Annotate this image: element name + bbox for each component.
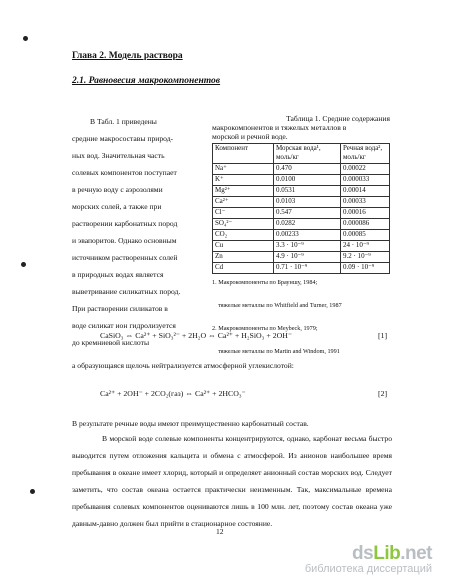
text-line: в природных водах является — [72, 270, 164, 279]
table-row — [213, 219, 390, 230]
text-line: При растворении силикатов в — [72, 304, 168, 313]
header-component: Компонент — [213, 144, 274, 164]
text-line: выветривание силикатных пород. — [72, 287, 181, 296]
cell-river: 0.00014 — [341, 186, 390, 197]
composition-table — [212, 143, 390, 274]
cell-river: 0.09 · 10⁻⁹ — [341, 263, 390, 274]
header-river: Речная вода², моль/кг — [341, 144, 390, 164]
cell-component: Cd — [213, 263, 274, 274]
cell-sea: 0.470 — [274, 164, 341, 175]
cell-sea: 0.547 — [274, 208, 341, 219]
margin-dot — [21, 262, 26, 267]
cell-component: Cu — [213, 241, 274, 252]
table-caption — [212, 114, 390, 141]
cell-component: Ca²⁺ — [213, 197, 274, 208]
cell-sea: 0.0103 — [274, 197, 341, 208]
table-row — [213, 164, 390, 175]
text-line: воде силикат ион гидролизуется — [72, 321, 176, 330]
cell-river: 0.00022 — [341, 164, 390, 175]
cell-component: Na⁺ — [213, 164, 274, 175]
table-row — [213, 175, 390, 186]
cell-component: Mg²⁺ — [213, 186, 274, 197]
cell-sea: 4.9 · 10⁻⁹ — [274, 252, 341, 263]
cell-sea: 0.0282 — [274, 219, 341, 230]
text-between-equations: а образующаяся щелочь нейтрализуется атмосферной углекислотой: — [72, 361, 294, 370]
cell-river: 0.000033 — [341, 175, 390, 186]
cell-sea: 0.71 · 10⁻⁹ — [274, 263, 341, 274]
table-notes — [212, 264, 402, 363]
cell-component: K⁺ — [213, 175, 274, 186]
cell-river: 0.00033 — [341, 197, 390, 208]
text-line: в речную воду с аэрозолями — [72, 185, 163, 194]
watermark-brand-ds: ds — [352, 543, 374, 564]
caption-line: морской и речной воде. — [212, 132, 288, 141]
table-row — [213, 252, 390, 263]
text-line: источником растворенных солей — [72, 253, 178, 262]
note-line: 1. Макрокомпоненты по Брауншу, 1984; — [212, 279, 318, 287]
text-line: и эвапоритов. Однако основным — [72, 236, 177, 245]
text-line: В Табл. 1 приведены — [90, 117, 157, 126]
note-line: тяжелые металлы по Martin and Windom, 1991 — [212, 347, 340, 355]
table-row — [213, 186, 390, 197]
cell-component: Zn — [213, 252, 274, 263]
chapter-title: Глава 2. Модель раствора — [72, 51, 183, 61]
equation-2-number: [2] — [378, 389, 388, 398]
cell-river: 24 · 10⁻⁹ — [341, 241, 390, 252]
cell-component: Cl⁻ — [213, 208, 274, 219]
text-line: до кремниевой кислоты — [72, 338, 150, 347]
cell-sea: 0.00233 — [274, 230, 341, 241]
cell-component: SO₄²⁻ — [213, 219, 274, 230]
note-line: 2. Макрокомпоненты по Meybeck, 1979; — [212, 324, 318, 332]
cell-river: 0.00016 — [341, 208, 390, 219]
watermark-brand-lib: Lib — [373, 543, 401, 564]
table-row — [213, 197, 390, 208]
result-line: В результате речные воды имеют преимущественно карбонатный состав. — [72, 419, 309, 428]
cell-sea: 0.0531 — [274, 186, 341, 197]
margin-dot — [23, 36, 28, 41]
watermark-brand-net: .net — [400, 543, 432, 564]
cell-river: 9.2 · 10⁻⁹ — [341, 252, 390, 263]
cell-river: 0.000086 — [341, 219, 390, 230]
text-line: средние макросоставы природ- — [72, 134, 174, 143]
equation-1: CaSiO₃ ⇔ Ca²⁺ + SiO₃²⁻ + 2H₂O ⇔ Ca²⁺ + H₂SiO₃ + 2OH⁻ — [100, 331, 292, 340]
section-title: 2.1. Равновесия макрокомпонентов — [72, 76, 221, 86]
text-line: растворении карбонатных пород — [72, 219, 178, 228]
table-row — [213, 230, 390, 241]
text-line: ных вод. Значительная часть — [72, 151, 165, 160]
equation-2: Ca²⁺ + 2OH⁻ + 2CO₂(газ) ⇔ Ca²⁺ + 2HCO₃⁻ — [100, 389, 246, 398]
equation-1-number: [1] — [378, 331, 388, 340]
cell-river: 0.00085 — [341, 230, 390, 241]
note-line: тяжелые металлы по Whitfield and Turner, 1987 — [212, 301, 342, 309]
watermark-subtitle: библиотека диссертаций — [304, 563, 432, 575]
watermark-logo — [305, 545, 432, 575]
final-paragraph: В морской воде солевые компоненты концентрируются, однако, карбонат весьма быстро выводится путем отложения кальцита и обмена с атмосферой. Из анионов наибольшее время пребывания в океане имеет хлорид, который и определяет анионный состав морских вод. Следует заметить, что состав океана остается практически неизменным. Так, максимальные времена пребывания солевых компонентов оцениваются лишь в 100 млн. лет, поэтому состав океана уже давным-давно должен был прийти в стационарное состояние. — [72, 434, 392, 528]
header-sea: Морская вода¹, моль/кг — [274, 144, 341, 164]
cell-sea: 0.0100 — [274, 175, 341, 186]
table-row — [213, 208, 390, 219]
caption-line: макрокомпонентов и тяжелых металлов в — [212, 123, 347, 132]
cell-sea: 3.3 · 10⁻⁹ — [274, 241, 341, 252]
text-line: солевых компонентов поступает — [72, 168, 177, 177]
margin-dot — [30, 489, 35, 494]
table-header-row — [213, 144, 390, 164]
caption-line: Таблица 1. Средние содержания — [286, 114, 390, 123]
cell-component: CO₂ — [213, 230, 274, 241]
left-column-paragraph — [72, 113, 202, 351]
page-number: 12 — [216, 527, 224, 536]
text-line: морских солей, а также при — [72, 202, 162, 211]
table-row — [213, 241, 390, 252]
